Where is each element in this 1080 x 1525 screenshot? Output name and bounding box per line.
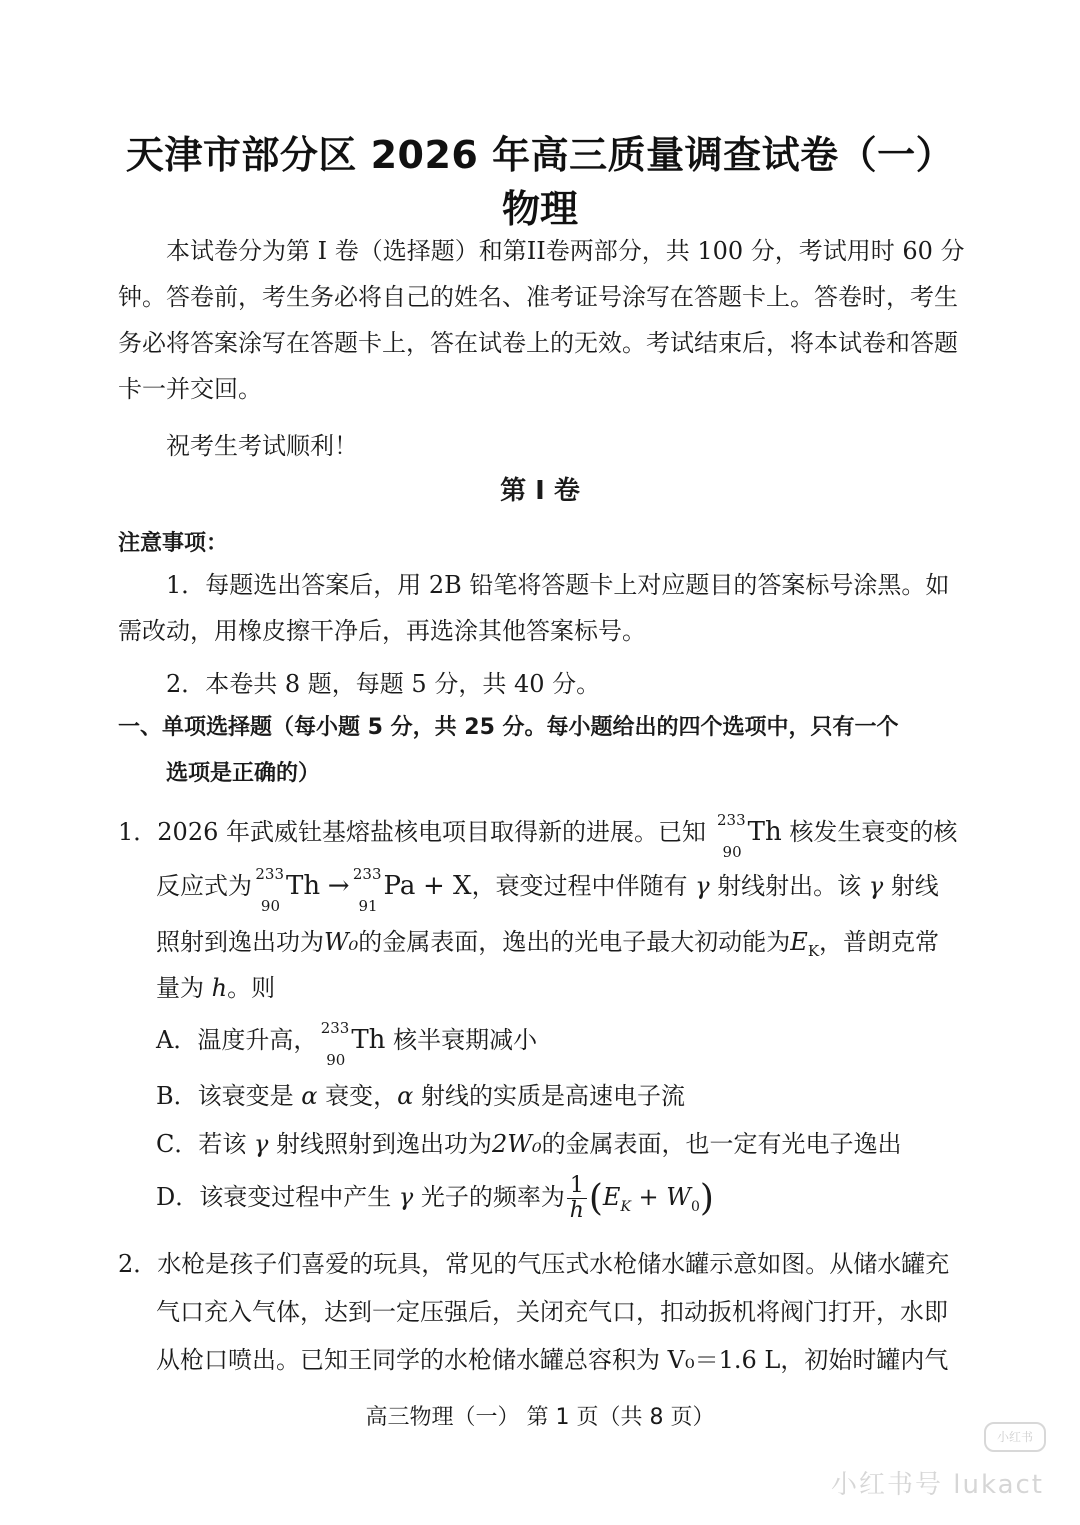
watermark-text: 小红书号 lukact <box>831 1470 1044 1500</box>
kinetic-energy-sub: K <box>620 1198 631 1215</box>
work-function: W₀ <box>324 928 359 956</box>
intro-wish: 祝考生考试顺利！ <box>166 432 358 460</box>
option-label: A． <box>156 1026 198 1054</box>
q1-line1 <box>118 810 958 861</box>
q1-text: 核发生衰变的核 <box>789 818 958 846</box>
work-function: W <box>666 1183 691 1211</box>
option-text: 该衰变是 <box>197 1082 294 1110</box>
right-paren: ) <box>699 1178 714 1219</box>
nuclide-symbol: Pa <box>383 871 416 901</box>
alpha-symbol: α <box>301 1082 318 1110</box>
q1-option-c[interactable] <box>156 1124 902 1159</box>
q1-text: 射线射出。该 <box>717 872 862 900</box>
option-label: B． <box>156 1082 198 1110</box>
q1-text: ，普朗克常 <box>819 928 940 956</box>
plus-sign: + <box>630 1183 667 1211</box>
q1-line4 <box>156 968 275 1003</box>
notes-title: 注意事项： <box>118 531 229 556</box>
option-text: 该衰变过程中产生 <box>199 1183 392 1211</box>
product-x: + X <box>423 871 472 901</box>
q1-text: 2026 年武威钍基熔盐核电项目取得新的进展。已知 <box>157 818 706 846</box>
option-text: 核半衰期减小 <box>393 1026 538 1054</box>
option-text: 温度升高， <box>197 1026 318 1054</box>
q1-text: 射线 <box>890 872 939 900</box>
gamma-symbol: γ <box>695 872 710 900</box>
section-title: 第 I 卷 <box>500 476 580 506</box>
q1-text: 照射到逸出功为 <box>156 928 324 956</box>
option-text: 射线照射到逸出功为 <box>276 1130 492 1158</box>
note-1: 1．每题选出答案后，用 2B 铅笔将答题卡上对应题目的答案标号涂黑。如需改动，用橡皮擦干净后，再选涂其他答案标号。 <box>118 571 950 645</box>
q1-line2 <box>156 864 939 915</box>
q1-number: 1． <box>118 818 158 846</box>
q1-text: 的金属表面，逸出的光电子最大初动能为 <box>358 928 791 956</box>
page-footer: 高三物理（一） 第 1 页（共 8 页） <box>365 1405 715 1430</box>
intro-paragraph: 本试卷分为第 I 卷（选择题）和第II卷两部分，共 100 分，考试用时 60 分钟。答卷前，考生务必将自己的姓名、准考证号涂写在答题卡上。答卷时，考生务必将答案涂写在答题卡上，答在试卷上的无效。考试结束后，将本试卷和答题卡一并交回。 <box>118 237 965 403</box>
q2-line3: 从枪口喷出。已知王同学的水枪储水罐总容积为 V₀＝1.6 L，初始时罐内气 <box>156 1346 949 1374</box>
option-text: 衰变， <box>325 1082 398 1110</box>
planck-constant: h <box>211 974 228 1002</box>
q1-text: 反应式为 <box>156 872 252 900</box>
q1-text: 。则 <box>227 974 276 1002</box>
option-text: 的金属表面，也一定有光电子逸出 <box>541 1130 902 1158</box>
q1-text: ，衰变过程中伴随有 <box>471 872 688 900</box>
part-title-line2: 选项是正确的） <box>166 761 321 786</box>
kinetic-energy: E <box>602 1183 621 1211</box>
kinetic-energy: E <box>790 928 808 956</box>
q1-option-d[interactable] <box>156 1174 714 1223</box>
kinetic-energy-sub: K <box>807 941 820 960</box>
option-text: 射线的实质是高速电子流 <box>421 1082 685 1110</box>
nuclide-th: 233 90 <box>255 864 284 915</box>
nuclide-th: 233 90 <box>320 1018 350 1069</box>
gamma-symbol: γ <box>868 872 884 900</box>
subject-title: 物理 <box>501 187 578 231</box>
q1-line3 <box>156 922 939 960</box>
option-text: 光子的频率为 <box>420 1183 565 1211</box>
nuclide-symbol: Th <box>747 817 782 847</box>
note-2: 2．本卷共 8 题，每题 5 分，共 40 分。 <box>166 670 601 698</box>
option-label: D． <box>156 1183 200 1211</box>
q1-text: 量为 <box>156 974 204 1002</box>
q2-text: 水枪是孩子们喜爱的玩具，常见的气压式水枪储水罐示意如图。从储水罐充 <box>157 1250 950 1278</box>
nuclide-symbol: Th <box>286 871 321 901</box>
nuclide-symbol: Th <box>351 1025 386 1055</box>
work-function-sub: 0 <box>690 1198 700 1215</box>
nuclide-pa: 233 91 <box>352 864 382 915</box>
part-title-line1: 一、单项选择题（每小题 5 分，共 25 分。每小题给出的四个选项中，只有一个 <box>118 715 899 740</box>
work-function: 2W₀ <box>492 1130 542 1158</box>
reaction-arrow: → <box>327 871 350 901</box>
fraction: $\frac{1}{h}$ <box>567 1174 587 1223</box>
gamma-symbol: γ <box>398 1183 414 1211</box>
q1-option-b[interactable] <box>156 1076 685 1111</box>
q2-line1 <box>118 1244 949 1279</box>
exam-title: 天津市部分区 2026 年高三质量调查试卷（一） <box>125 133 955 177</box>
option-label: C． <box>156 1130 199 1158</box>
q2-line2: 气口充入气体，达到一定压强后，关闭充气口，扣动扳机将阀门打开，水即 <box>156 1298 948 1326</box>
left-paren: ( <box>588 1178 603 1219</box>
nuclide-th: 233 90 <box>717 810 746 861</box>
q2-number: 2． <box>118 1250 158 1278</box>
gamma-symbol: γ <box>254 1130 269 1158</box>
q1-option-a[interactable] <box>156 1018 538 1069</box>
alpha-symbol: α <box>397 1082 414 1110</box>
option-text: 若该 <box>198 1130 247 1158</box>
watermark-badge: 小红书 <box>984 1422 1046 1452</box>
